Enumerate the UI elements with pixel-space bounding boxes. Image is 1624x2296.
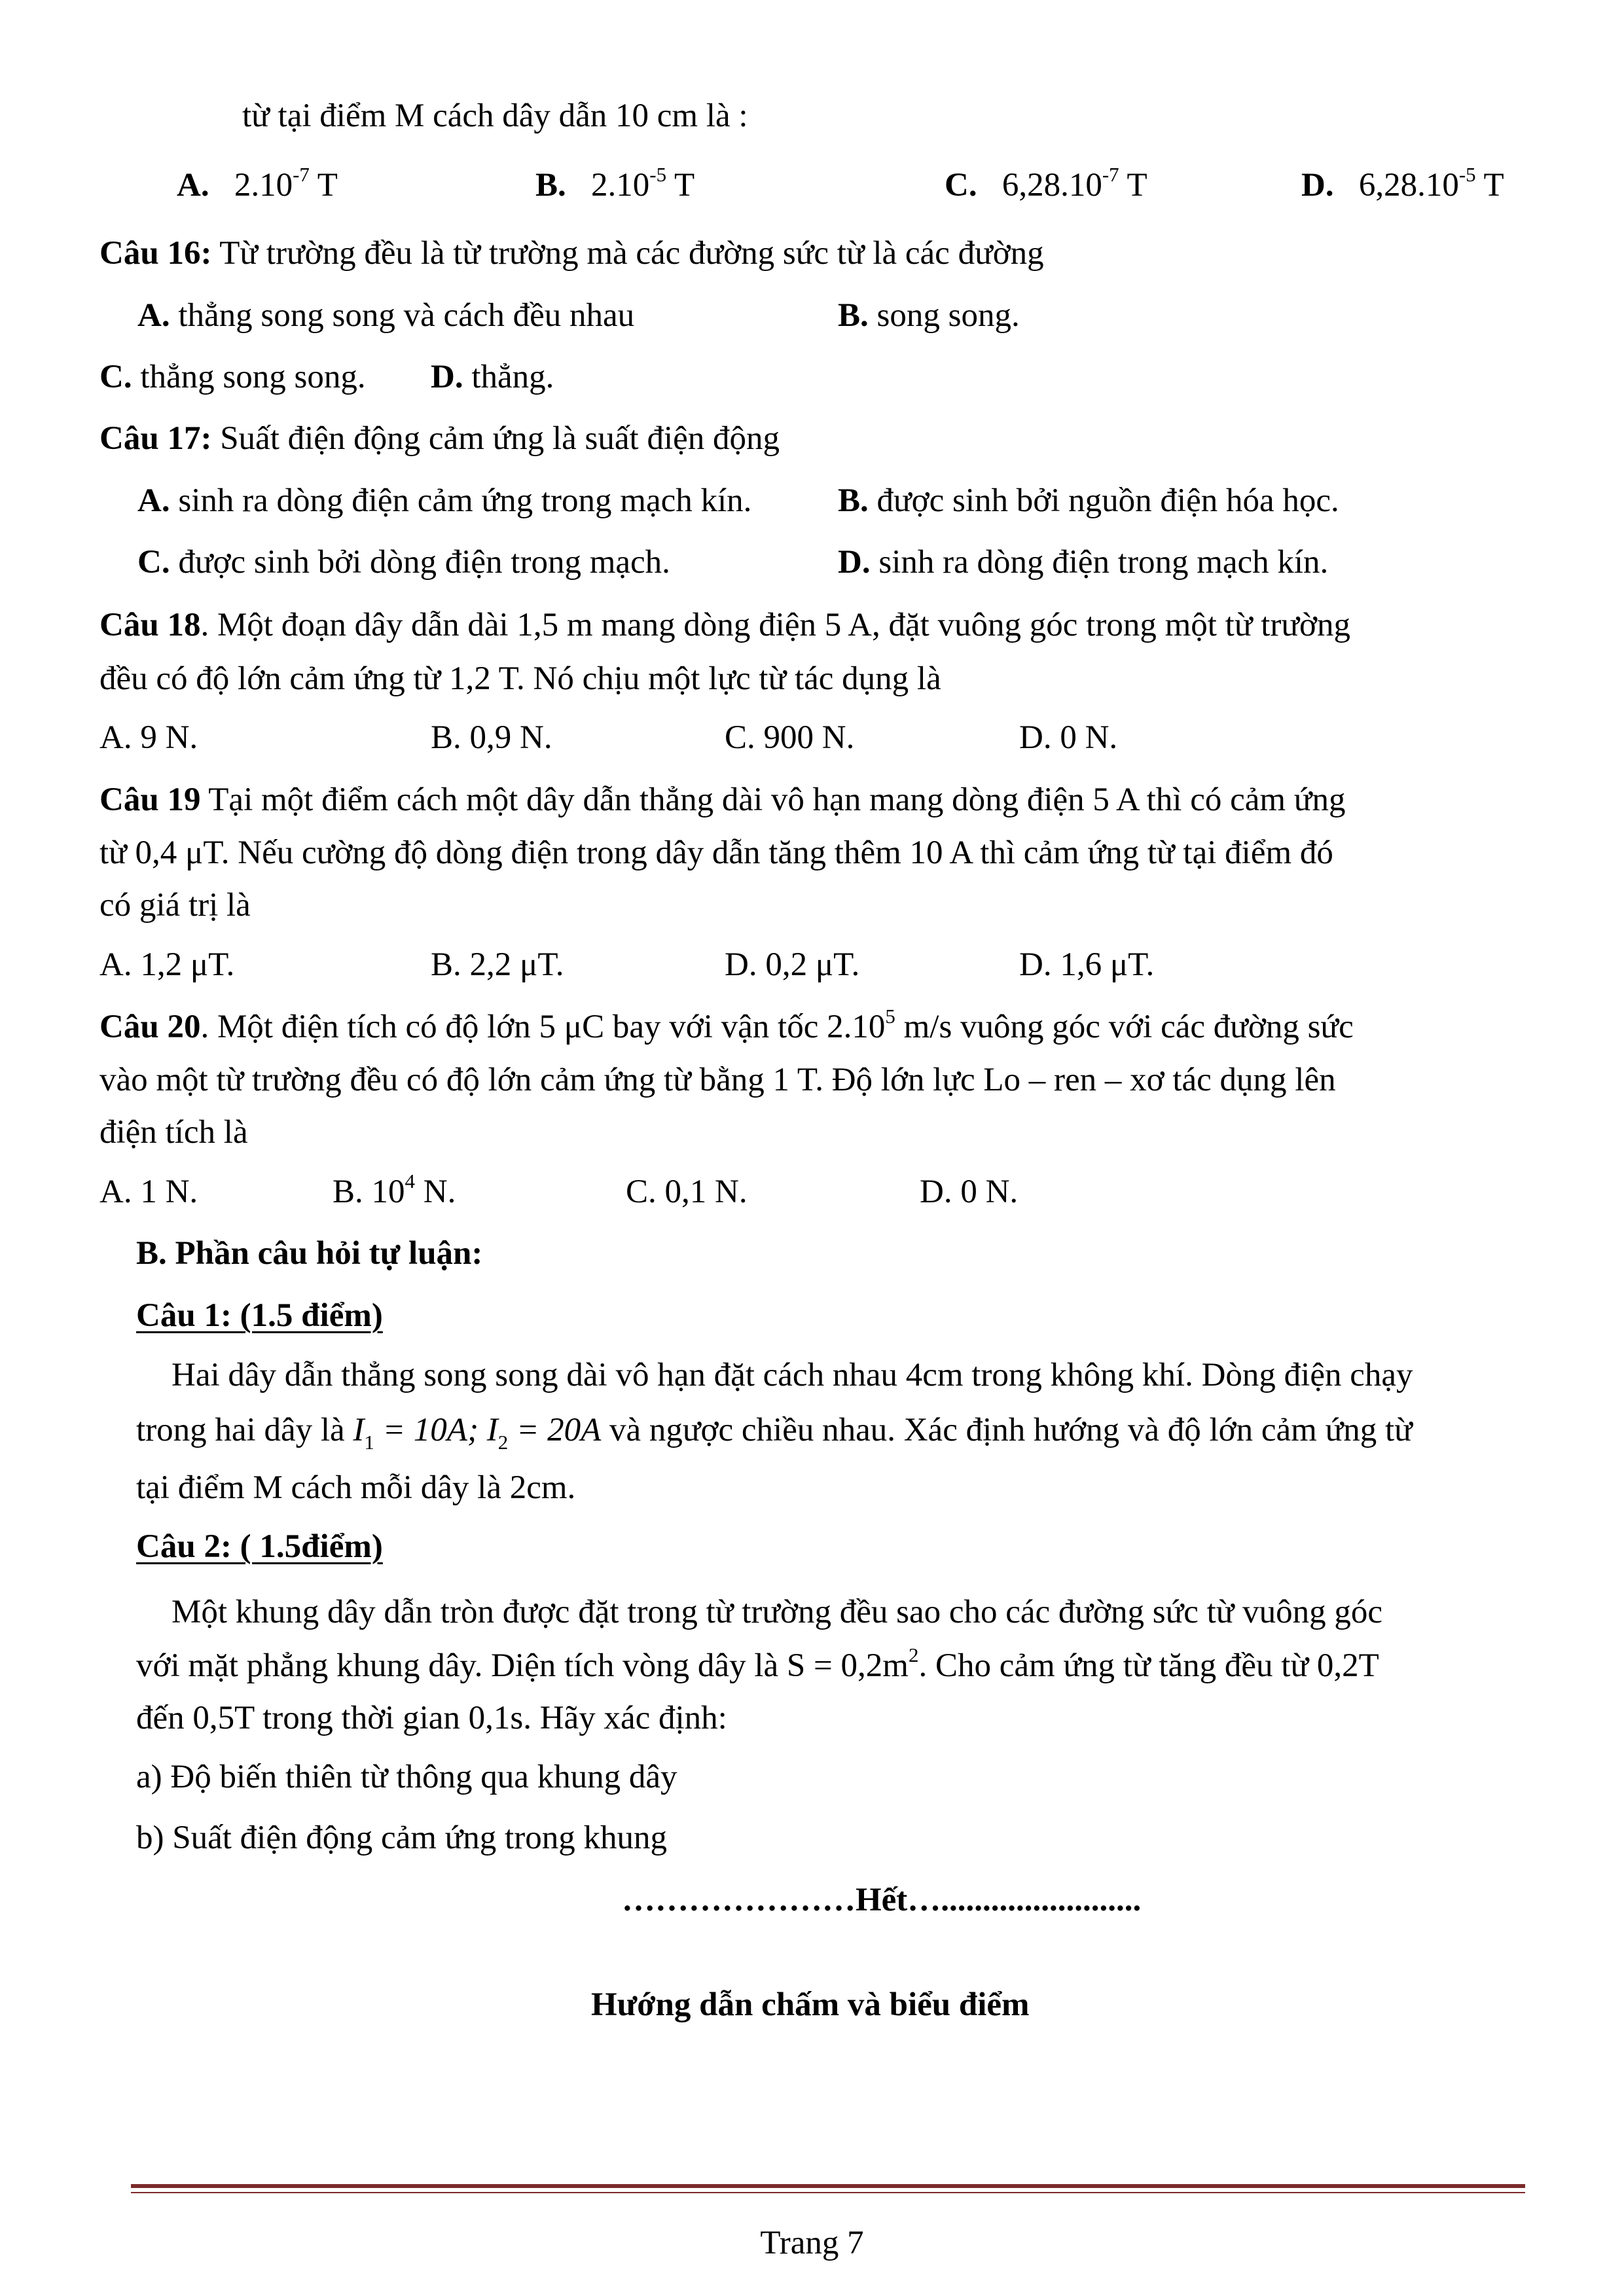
- essay2-line1: Một khung dây dẫn tròn được đặt trong từ trường đều sao cho các đường sức từ vuông góc: [171, 1594, 1383, 1630]
- q19-stem-line3: có giá trị là: [99, 887, 251, 924]
- essay1-line2: trong hai dây là $I_1 = 10A$; $I_2 = 20A$ và ngược chiều nhau. Xác định hướng và độ lớn cảm ứng từ: [136, 1412, 1413, 1454]
- q15-option-a: A. $2.10^{-7}$ T: [177, 163, 338, 204]
- q19-option-3: D. 0,2 μT.: [725, 946, 860, 983]
- q18-option-b: B. 0,9 N.: [431, 719, 552, 756]
- q19-option-4: D. 1,6 μT.: [1019, 946, 1155, 983]
- q15-continuation: từ tại điểm M cách dây dẫn 10 cm là :: [242, 98, 748, 134]
- q17-option-a: A. sinh ra dòng điện cảm ứng trong mạch kín.: [137, 482, 752, 519]
- q18-option-d: D. 0 N.: [1019, 719, 1118, 756]
- essay1-line3: tại điểm M cách mỗi dây là 2cm.: [136, 1469, 576, 1506]
- q15-option-b: B. $2.10^{-5}$ T: [535, 163, 695, 204]
- q19-option-2: B. 2,2 μT.: [431, 946, 564, 983]
- q16-option-d: D. thẳng.: [431, 359, 554, 395]
- q17-stem: Câu 17: Suất điện động cảm ứng là suất điện động: [99, 420, 780, 457]
- essay2-line3: đến 0,5T trong thời gian 0,1s. Hãy xác định:: [136, 1700, 727, 1736]
- q20-stem-line1: Câu 20. Một điện tích có độ lớn 5 μC bay với vận tốc 2.10$^5$ m/s vuông góc với các đường sức: [99, 1005, 1354, 1045]
- q19-stem-line2: từ 0,4 μT. Nếu cường độ dòng điện trong dây dẫn tăng thêm 10 A thì cảm ứng từ tại điểm đó: [99, 834, 1333, 871]
- q19-stem-line1: Câu 19 Tại một điểm cách một dây dẫn thẳng dài vô hạn mang dòng điện 5 A thì có cảm ứng: [99, 781, 1346, 818]
- essay2-line2: với mặt phẳng khung dây. Diện tích vòng dây là $S = 0,2m^2$. Cho cảm ứng từ tăng đều từ 0,2T: [136, 1643, 1379, 1684]
- essay2-part-b: b) Suất điện động cảm ứng trong khung: [136, 1820, 667, 1856]
- q16-option-a: A. thẳng song song và cách đều nhau: [137, 297, 635, 334]
- q17-option-c: C. được sinh bởi dòng điện trong mạch.: [137, 544, 670, 581]
- q17-option-b: B. được sinh bởi nguồn điện hóa học.: [838, 482, 1339, 519]
- q20-option-c: C. 0,1 N.: [626, 1174, 748, 1210]
- q20-option-d: D. 0 N.: [920, 1174, 1019, 1210]
- q15-option-c: C. $6,28.10^{-7}$ T: [945, 163, 1147, 204]
- q15-option-d: D. $6,28.10^{-5}$ T: [1301, 163, 1504, 204]
- q16-option-c: C. thẳng song song.: [99, 359, 366, 395]
- q16-option-b: B. song song.: [838, 297, 1020, 334]
- grading-guide-title: Hướng dẫn chấm và biểu điểm: [591, 1986, 1030, 2023]
- q18-option-c: C. 900 N.: [725, 719, 855, 756]
- q18-stem-line1: Câu 18. Một đoạn dây dẫn dài 1,5 m mang dòng điện 5 A, đặt vuông góc trong một từ trường: [99, 607, 1350, 643]
- essay1-line1: Hai dây dẫn thẳng song song dài vô hạn đặt cách nhau 4cm trong không khí. Dòng điện chạy: [171, 1357, 1413, 1393]
- q20-stem-line3: điện tích là: [99, 1114, 248, 1151]
- essay2-part-a: a) Độ biến thiên từ thông qua khung dây: [136, 1759, 677, 1795]
- q18-stem-line2: đều có độ lớn cảm ứng từ 1,2 T. Nó chịu một lực từ tác dụng là: [99, 660, 941, 697]
- q20-stem-line2: vào một từ trường đều có độ lớn cảm ứng từ bằng 1 T. Độ lớn lực Lo – ren – xơ tác dụng lên: [99, 1062, 1336, 1098]
- part-b-title: B. Phần câu hỏi tự luận:: [136, 1235, 483, 1272]
- q19-option-1: A. 1,2 μT.: [99, 946, 235, 983]
- q18-option-a: A. 9 N.: [99, 719, 198, 756]
- footer-rule-thin: [131, 2192, 1525, 2193]
- end-marker: …………………Hết…........................: [622, 1882, 1142, 1918]
- q20-option-a: A. 1 N.: [99, 1174, 198, 1210]
- q16-stem: Câu 16: Từ trường đều là từ trường mà các đường sức từ là các đường: [99, 235, 1044, 272]
- footer-rule-thick: [131, 2184, 1525, 2188]
- q17-option-d: D. sinh ra dòng điện trong mạch kín.: [838, 544, 1329, 581]
- essay1-heading: Câu 1: (1.5 điểm): [136, 1297, 383, 1334]
- essay2-heading: Câu 2: ( 1.5điểm): [136, 1528, 383, 1565]
- q20-option-b: B. $10^4$ N.: [333, 1170, 456, 1210]
- page-number: Trang 7: [760, 2225, 864, 2261]
